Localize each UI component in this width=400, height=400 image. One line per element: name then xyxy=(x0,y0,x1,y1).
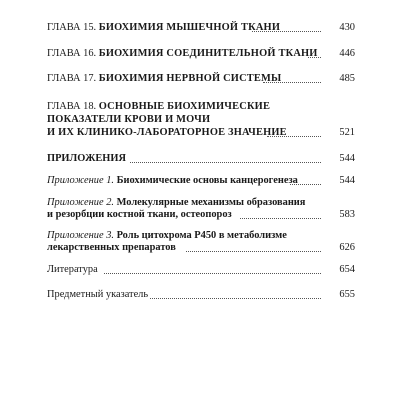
page-number: 485 xyxy=(339,73,355,84)
appendix-prefix: Приложение 2. xyxy=(47,197,114,208)
page-number: 544 xyxy=(339,175,355,186)
appendix-title: Биохимические основы канцерогенеза xyxy=(116,175,298,186)
appendix-title-line-1: Молекулярные механизмы образования xyxy=(116,197,306,208)
appendices-title: ПРИЛОЖЕНИЯ xyxy=(47,153,126,164)
leader-dots xyxy=(240,218,321,219)
chapter-prefix: ГЛАВА 17. xyxy=(47,73,97,84)
appendix-prefix: Приложение 1. xyxy=(47,175,114,186)
chapter-title-line-1: ОСНОВНЫЕ БИОХИМИЧЕСКИЕ xyxy=(98,101,271,112)
page-number: 583 xyxy=(339,209,355,220)
chapter-prefix: ГЛАВА 16. xyxy=(47,48,97,59)
leader-dots xyxy=(150,298,321,299)
chapter-title: БИОХИМИЯ НЕРВНОЙ СИСТЕМЫ xyxy=(98,73,282,84)
chapter-prefix: ГЛАВА 18. xyxy=(47,101,97,112)
leader-dots xyxy=(267,136,321,137)
page-number: 626 xyxy=(339,242,355,253)
appendix-prefix: Приложение 3. xyxy=(47,230,114,241)
leader-dots xyxy=(263,82,321,83)
leader-dots xyxy=(186,251,321,252)
appendix-title-line-2: лекарственных препаратов xyxy=(47,242,176,253)
chapter-title: БИОХИМИЯ МЫШЕЧНОЙ ТКАНИ xyxy=(98,22,281,33)
chapter-prefix: ГЛАВА 15. xyxy=(47,22,97,33)
page-number: 446 xyxy=(339,48,355,59)
appendix-title-line-1: Роль цитохрома Р450 в метаболизме xyxy=(116,230,287,241)
page-number: 544 xyxy=(339,153,355,164)
chapter-title: БИОХИМИЯ СОЕДИНИТЕЛЬНОЙ ТКАНИ xyxy=(98,48,318,59)
page-number: 430 xyxy=(339,22,355,33)
leader-dots xyxy=(130,162,321,163)
literature-title: Литература xyxy=(47,264,98,275)
page-number: 655 xyxy=(339,289,355,300)
index-title: Предметный указатель xyxy=(47,289,149,300)
chapter-title-line-2: ПОКАЗАТЕЛИ КРОВИ И МОЧИ xyxy=(47,114,211,125)
leader-dots xyxy=(104,273,321,274)
chapter-title-line-3: И ИХ КЛИНИКО-ЛАБОРАТОРНОЕ ЗНАЧЕНИЕ xyxy=(47,127,287,138)
page-number: 654 xyxy=(339,264,355,275)
appendix-title-line-2: и резорбции костной ткани, остеопороз xyxy=(47,209,232,220)
leader-dots xyxy=(252,31,321,32)
page-number: 521 xyxy=(339,127,355,138)
